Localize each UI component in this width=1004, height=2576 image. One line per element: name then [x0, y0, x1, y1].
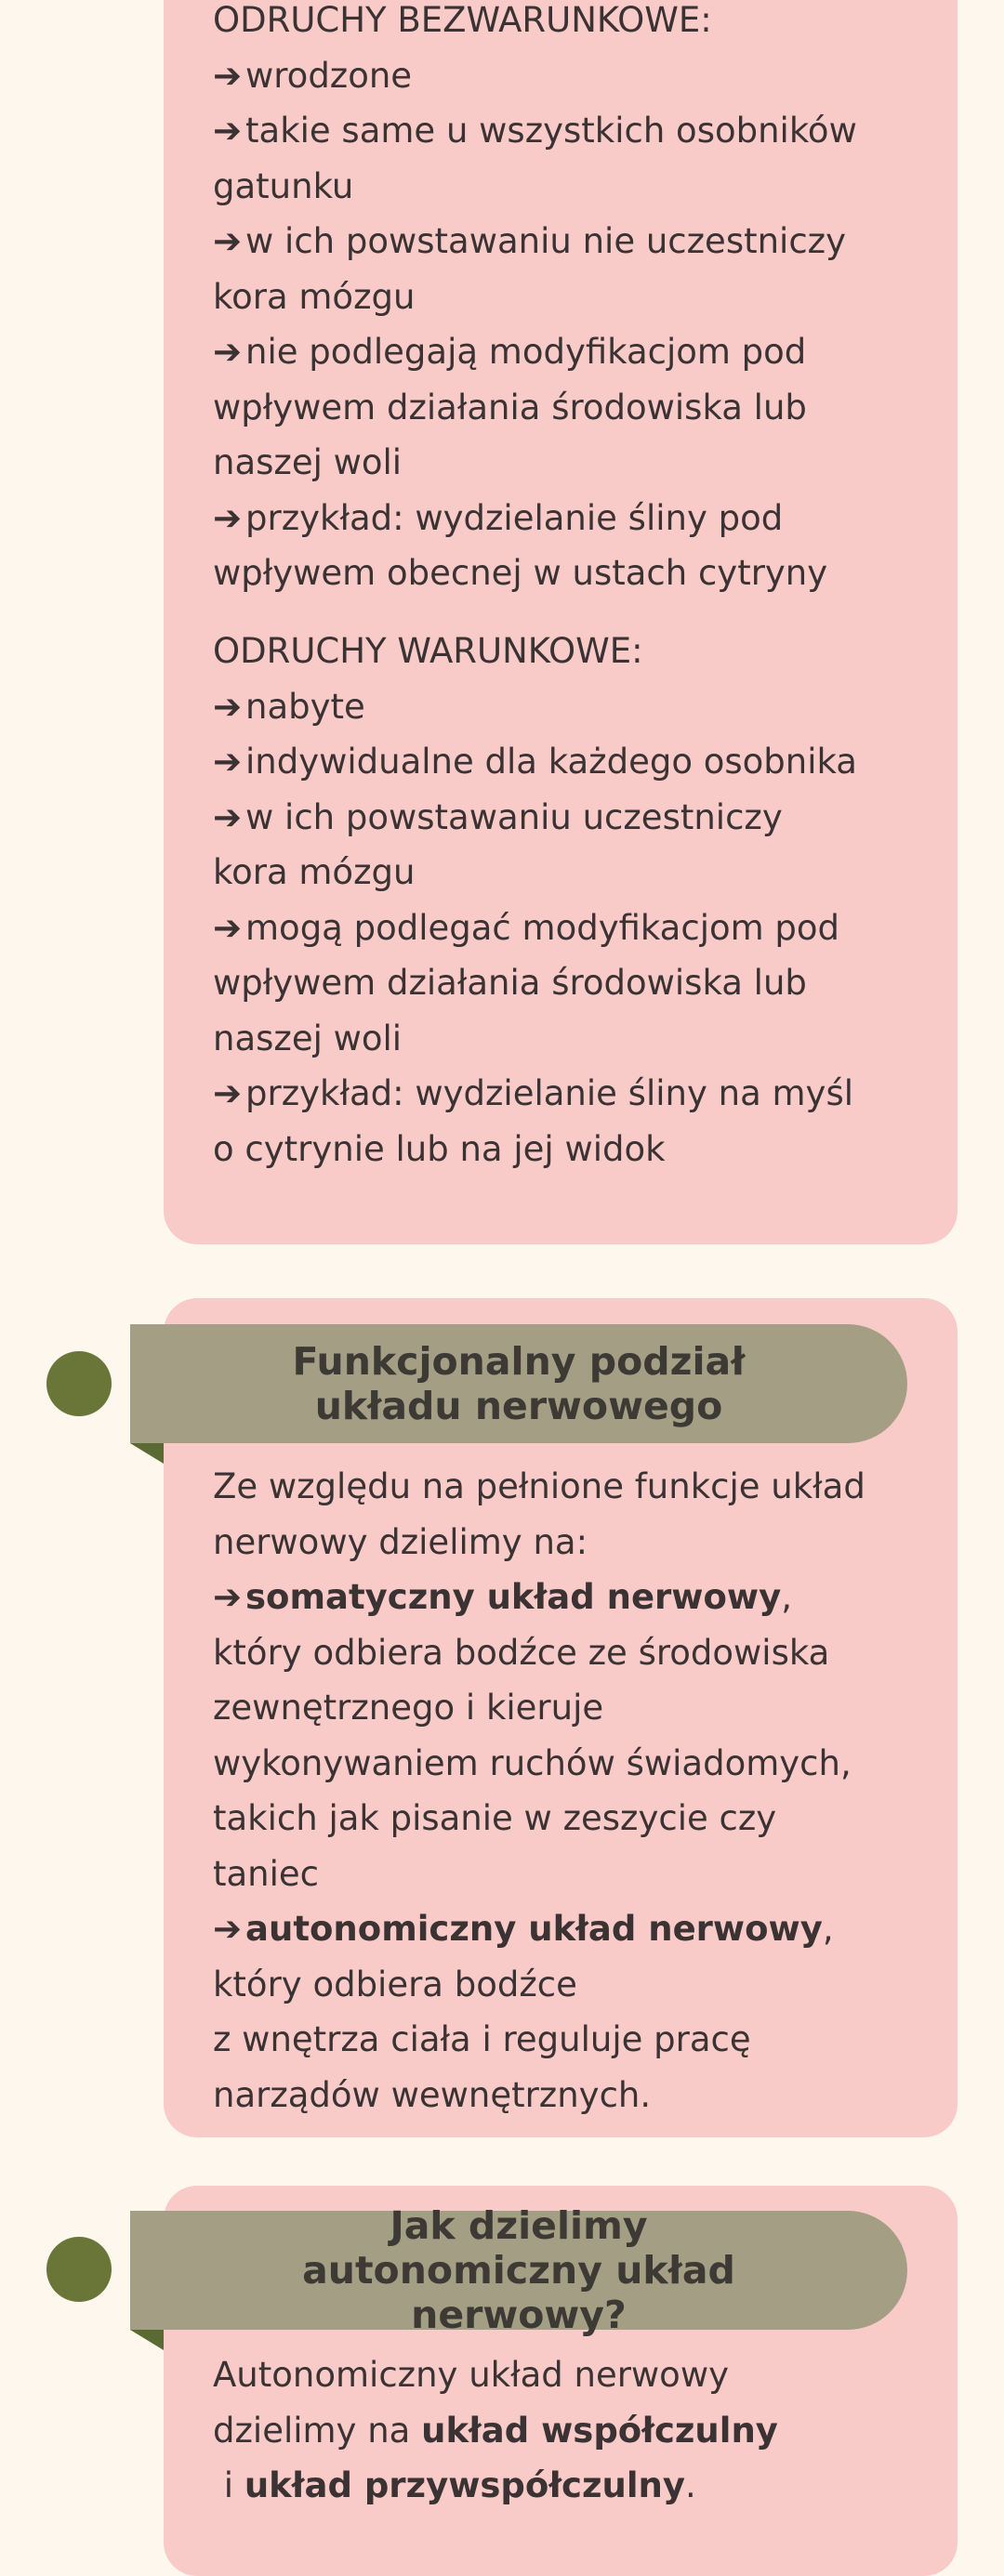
- section-title: Jak dzielimy autonomiczny układ nerwowy?: [302, 2203, 735, 2337]
- list-item-continuation: wpływem działania środowiska lub: [213, 387, 807, 427]
- list-item-continuation: naszej woli: [213, 1018, 403, 1058]
- conditioned-reflexes-block: [213, 624, 938, 1176]
- list-item-continuation: gatunku: [213, 165, 354, 206]
- text-line: taniec: [213, 1853, 320, 1894]
- list-item-continuation: wpływem działania środowiska lub: [213, 963, 807, 1003]
- list-item-continuation: wpływem obecnej w ustach cytryny: [213, 553, 828, 593]
- list-item: ➔ w ich powstawaniu uczestniczy: [213, 796, 783, 837]
- list-item-continuation: naszej woli: [213, 442, 403, 482]
- list-item: ➔ somatyczny układ nerwowy,: [213, 1577, 792, 1617]
- sympathetic-term: układ współczulny: [421, 2410, 778, 2451]
- bullet-dot-icon: [46, 2237, 112, 2302]
- arrow-icon: ➔: [213, 1909, 243, 1949]
- bullet-dot-icon: [46, 1351, 112, 1416]
- text-line: Autonomiczny układ nerwowy: [213, 2355, 729, 2395]
- list-item-continuation: kora mózgu: [213, 852, 416, 892]
- arrow-icon: ➔: [213, 1073, 243, 1113]
- list-item: ➔ takie same u wszystkich osobników: [213, 111, 857, 151]
- arrow-icon: ➔: [213, 111, 243, 151]
- arrow-icon: ➔: [213, 796, 243, 837]
- arrow-icon: ➔: [213, 742, 243, 782]
- list-item: ➔ wrodzone: [213, 55, 413, 96]
- list-item: ➔ przykład: wydzielanie śliny na myśl: [213, 1073, 854, 1113]
- ribbon-fold: [130, 1443, 164, 1464]
- parasympathetic-term: układ przywspółczulny: [244, 2465, 686, 2505]
- list-item-continuation: o cytrynie lub na jej widok: [213, 1128, 666, 1169]
- arrow-icon: ➔: [213, 332, 243, 372]
- autonomic-division-text: [213, 2347, 938, 2514]
- list-item: ➔ indywidualne dla każdego osobnika: [213, 742, 857, 782]
- unconditioned-reflexes-block: [213, 0, 938, 601]
- arrow-icon: ➔: [213, 497, 243, 538]
- list-item: ➔ w ich powstawaniu nie uczestniczy: [213, 221, 846, 261]
- list-item: ➔ mogą podlegać modyfikacjom pod: [213, 907, 840, 948]
- text-line: takich jak pisanie w zeszycie czy: [213, 1798, 777, 1838]
- arrow-icon: ➔: [213, 221, 243, 261]
- text-line: który odbiera bodźce ze środowiska: [213, 1632, 830, 1673]
- somatic-term: somatyczny układ nerwowy: [245, 1577, 782, 1617]
- text-line: dzielimy na układ współczulny: [213, 2410, 778, 2451]
- text-line: narządów wewnętrznych.: [213, 2074, 652, 2115]
- unconditioned-heading: ODRUCHY BEZWARUNKOWE:: [213, 0, 712, 40]
- list-item: ➔ przykład: wydzielanie śliny pod: [213, 497, 784, 538]
- section-title: Funkcjonalny podział układu nerwowego: [292, 1339, 746, 1428]
- text-line: wykonywaniem ruchów świadomych,: [213, 1742, 852, 1783]
- list-item: ➔ autonomiczny układ nerwowy,: [213, 1909, 834, 1949]
- text-line: z wnętrza ciała i reguluje pracę: [213, 2019, 751, 2059]
- text-line: zewnętrznego i kieruje: [213, 1688, 604, 1728]
- list-item: ➔ nabyte: [213, 686, 365, 727]
- arrow-icon: ➔: [213, 1577, 243, 1617]
- text-line: i układ przywspółczulny.: [223, 2465, 696, 2505]
- text-line: który odbiera bodźce: [213, 1964, 577, 2004]
- arrow-icon: ➔: [213, 686, 243, 727]
- ribbon-fold: [130, 2330, 164, 2350]
- autonomic-term: autonomiczny układ nerwowy: [245, 1909, 823, 1949]
- list-item: ➔ nie podlegają modyfikacjom pod: [213, 332, 807, 372]
- text-line: nerwowy dzielimy na:: [213, 1521, 588, 1562]
- text-line: Ze względu na pełnione funkcje układ: [213, 1466, 865, 1506]
- conditioned-heading: ODRUCHY WARUNKOWE:: [213, 631, 643, 671]
- arrow-icon: ➔: [213, 55, 243, 96]
- arrow-icon: ➔: [213, 907, 243, 948]
- list-item-continuation: kora mózgu: [213, 276, 416, 317]
- functional-division-text: [213, 1459, 938, 2123]
- section-title-banner: [130, 2203, 907, 2337]
- section-title-banner: [130, 1324, 907, 1443]
